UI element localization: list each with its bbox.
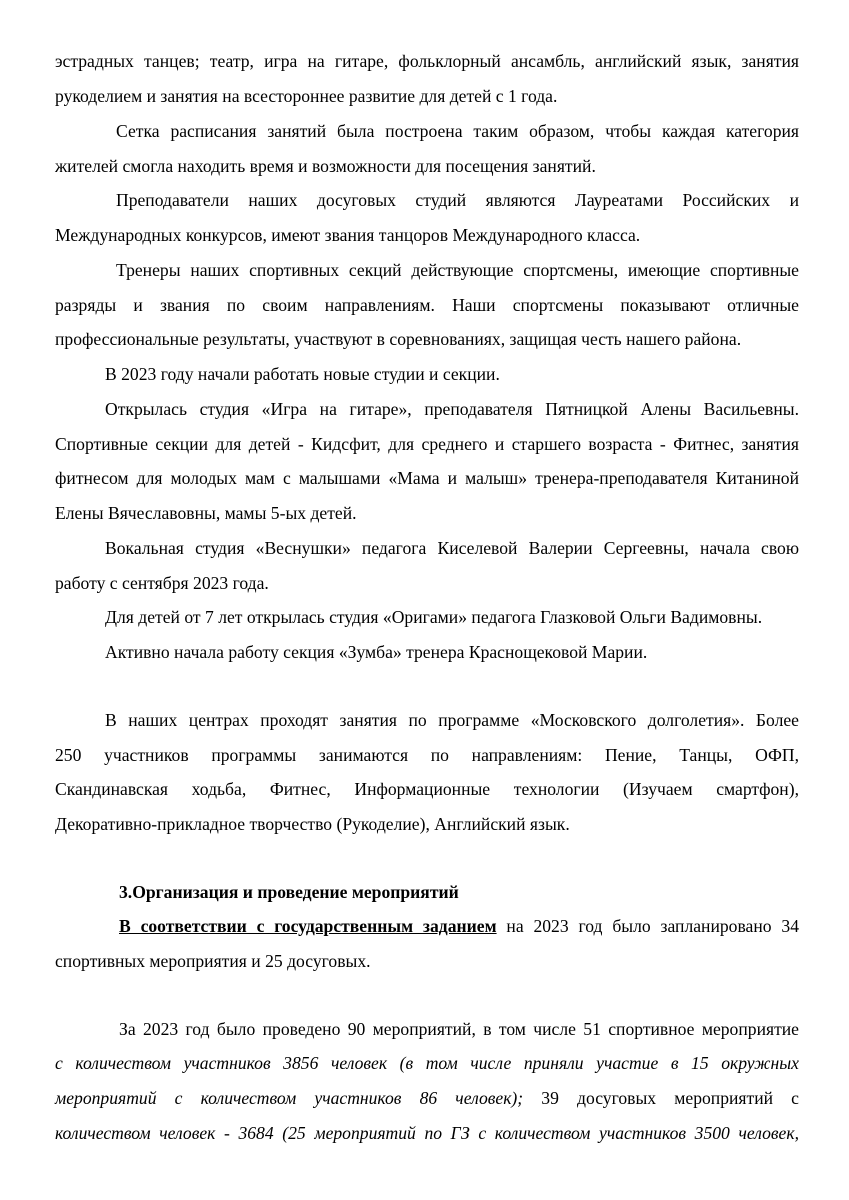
italic-line: количеством человек - 3684 (25 мероприятий по ГЗ с количеством участников 3500 человек, (55, 1123, 799, 1143)
text-line: Спортивные секции для детей - Кидсфит, для среднего и старшего возраста - Фитнес, занятия (55, 434, 799, 454)
text-line: Скандинавская ходьба, Фитнес, Информационные технологии (Изучаем смартфон), (55, 779, 799, 799)
text-run: 39 досуговых мероприятий с (523, 1088, 799, 1108)
italic-line: с количеством участников 3856 человек (в том числе приняли участие в 15 окружных (55, 1053, 799, 1073)
text-line: Международных конкурсов, имеют звания танцоров Международного класса. (55, 225, 641, 245)
text-line: эстрадных танцев; театр, игра на гитаре, фольклорный ансамбль, английский язык, занятия (55, 51, 799, 71)
underlined-phrase: В соответствии с государственным заданием (119, 916, 497, 936)
text-line: рукоделием и занятия на всестороннее развитие для детей с 1 года. (55, 86, 558, 106)
text-line: профессиональные результаты, участвуют в соревнованиях, защищая честь нашего района. (55, 329, 742, 349)
paragraph-start: Сетка расписания занятий была построена таким образом, чтобы каждая категория (116, 121, 799, 141)
text-line: фитнесом для молодых мам с малышами «Мама и малыш» тренера-преподавателя Китаниной (55, 468, 799, 488)
paragraph-start: Преподаватели наших досуговых студий являются Лауреатами Российских и (116, 190, 799, 210)
paragraph-start: Открылась студия «Игра на гитаре», преподавателя Пятницкой Алены Васильевны. (105, 399, 799, 419)
text-line: Декоративно-прикладное творчество (Рукоделие), Английский язык. (55, 814, 570, 834)
text-line: жителей смогла находить время и возможности для посещения занятий. (55, 156, 596, 176)
italic-run: мероприятий с количеством участников 86 человек); (55, 1088, 524, 1108)
paragraph-start: В наших центрах проходят занятия по программе «Московского долголетия». Более (105, 710, 799, 730)
paragraph-start: За 2023 год было проведено 90 мероприятий, в том числе 51 спортивное мероприятие (119, 1019, 799, 1039)
text-run: на 2023 год было запланировано 34 (496, 916, 800, 936)
text-line: 250 участников программы занимаются по направлениям: Пение, Танцы, ОФП, (55, 745, 799, 765)
text-line: работу с сентября 2023 года. (55, 573, 269, 593)
paragraph-start: Активно начала работу секция «Зумба» тренера Краснощековой Марии. (105, 642, 648, 662)
text-line: разряды и звания по своим направлениям. Наши спортсмены показывают отличные (55, 295, 799, 315)
paragraph-start: Вокальная студия «Веснушки» педагога Киселевой Валерии Сергеевны, начала свою (105, 538, 799, 558)
paragraph-start: Тренеры наших спортивных секций действующие спортсмены, имеющие спортивные (116, 260, 799, 280)
paragraph-start: В 2023 году начали работать новые студии и секции. (105, 364, 500, 384)
text-line (55, 1087, 799, 1111)
text-line: спортивных мероприятия и 25 досуговых. (55, 951, 371, 971)
section-heading: 3.Организация и проведение мероприятий (119, 882, 459, 902)
paragraph-start (119, 915, 799, 939)
text-line: Елены Вячеславовны, мамы 5-ых детей. (55, 503, 357, 523)
paragraph-start: Для детей от 7 лет открылась студия «Оригами» педагога Глазковой Ольги Вадимовны. (105, 607, 763, 627)
